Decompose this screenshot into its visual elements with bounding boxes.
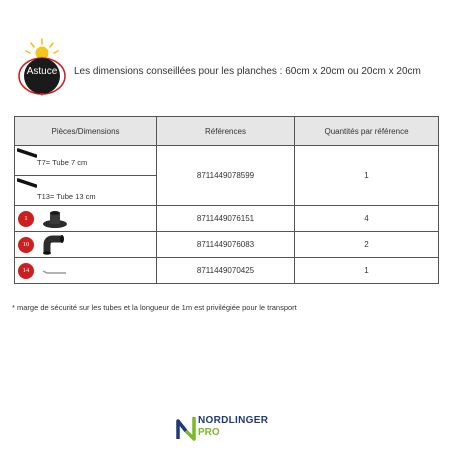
parts-table xyxy=(14,116,439,284)
part-cell xyxy=(15,258,157,284)
astuce-badge xyxy=(18,38,74,94)
tip-text: Les dimensions conseillées pour les planches : 60cm x 20cm ou 20cm x 20cm xyxy=(74,66,421,77)
part-number-badge: 14 xyxy=(18,263,34,279)
reference-cell: 8711449070425 xyxy=(157,258,295,284)
table-row xyxy=(15,232,439,258)
nordlinger-logo-icon xyxy=(176,415,196,441)
brand-logo xyxy=(176,413,286,445)
tube-line-t7 xyxy=(15,146,156,175)
reference-cell: 8711449076083 xyxy=(157,232,295,258)
reference-cell: 8711449076151 xyxy=(157,206,295,232)
tube-icon xyxy=(17,178,37,188)
reference-cell: 8711449078599 xyxy=(157,146,295,206)
quantity-cell: 4 xyxy=(295,206,439,232)
quantity-cell: 1 xyxy=(295,146,439,206)
part-cell xyxy=(15,232,157,258)
quantity-cell: 1 xyxy=(295,258,439,284)
elbow-icon xyxy=(41,235,69,255)
flange-icon xyxy=(41,209,69,229)
allen-key-icon xyxy=(41,261,69,281)
brand-name: NORDLINGER xyxy=(198,415,269,426)
header-quantities: Quantités par référence xyxy=(295,117,439,146)
header-references: Références xyxy=(157,117,295,146)
tube-line-t13 xyxy=(15,175,156,205)
table-row xyxy=(15,206,439,232)
table-row xyxy=(15,258,439,284)
tube-group-cell xyxy=(15,146,157,206)
part-number-badge: 1 xyxy=(18,211,34,227)
header-parts: Pièces/Dimensions xyxy=(15,117,157,146)
tube-label: T7= Tube 7 cm xyxy=(37,158,88,167)
footnote: * marge de sécurité sur les tubes et la longueur de 1m est privilégiée pour le transport xyxy=(12,303,297,312)
quantity-cell: 2 xyxy=(295,232,439,258)
table-header-row xyxy=(15,117,439,146)
part-number-badge: 10 xyxy=(18,237,34,253)
table-row xyxy=(15,146,439,206)
tube-label: T13= Tube 13 cm xyxy=(37,192,96,201)
brand-sub: PRO xyxy=(198,427,220,438)
astuce-label: Astuce xyxy=(26,66,58,77)
part-cell xyxy=(15,206,157,232)
tube-icon xyxy=(17,148,37,158)
